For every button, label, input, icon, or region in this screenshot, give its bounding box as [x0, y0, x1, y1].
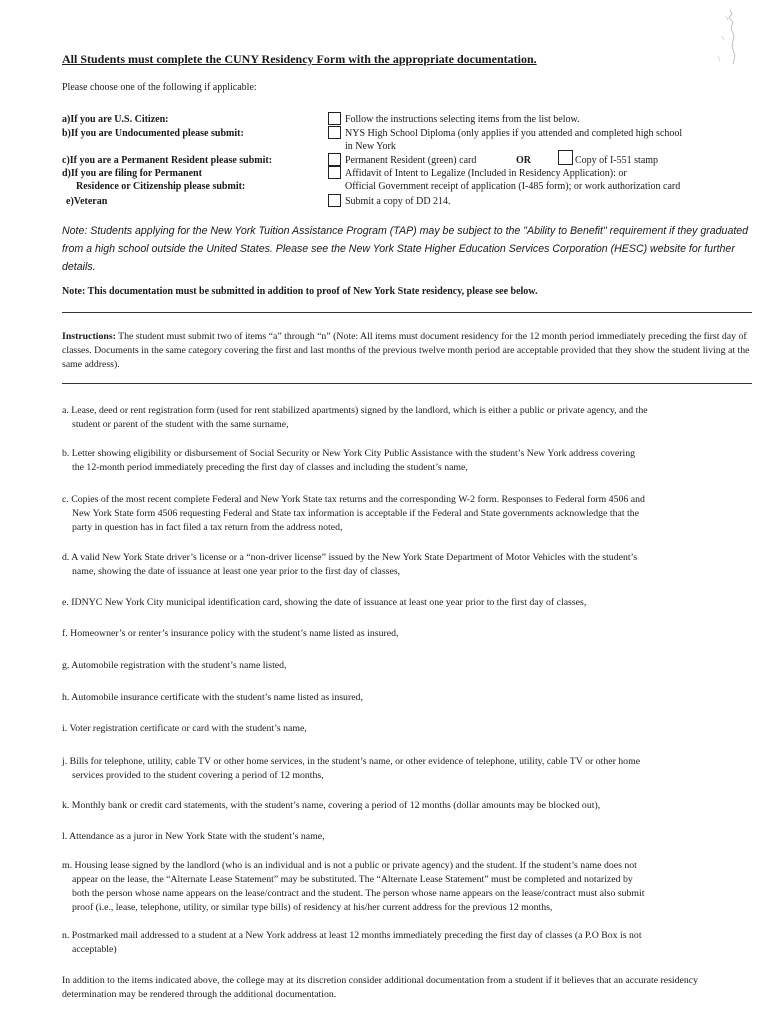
item-a-line1: a. Lease, deed or rent registration form (used for rent stabilized apartments) signed by the landlord, which is either a public or private agency, and the — [62, 405, 648, 416]
item-j — [62, 755, 752, 783]
residency-note: Note: This documentation must be submitted in addition to proof of New York State residency, please see below. — [62, 286, 538, 297]
instructions-label: Instructions: — [62, 331, 116, 342]
category-b-label: b)If you are Undocumented please submit: — [62, 128, 244, 139]
item-c-line2: New York State form 4506 requesting Federal and State tax information is acceptable if the Federal and State governments acknowledge that the — [72, 508, 639, 519]
category-d-label-cont: Residence or Citizenship please submit: — [76, 181, 246, 192]
item-a — [62, 404, 752, 432]
item-n-line1: n. Postmarked mail addressed to a student at a New York address at least 12 months immediately preceding the first day of classes (a P.O Box is not — [62, 930, 642, 941]
item-l-line1: l. Attendance as a juror in New York State with the student’s name, — [62, 831, 325, 842]
checkbox-citizen[interactable] — [328, 112, 341, 125]
item-i — [62, 722, 752, 736]
item-c-line1: c. Copies of the most recent complete Federal and New York State tax returns and the corresponding W-2 form. Responses to Federal form 4506 and — [62, 494, 645, 505]
or-label: OR — [516, 155, 531, 166]
item-d-line2: name, showing the date of issuance at least one year prior to the first day of classes, — [72, 566, 401, 577]
item-c-line3: party in question has in fact filed a tax return from the address noted, — [72, 522, 343, 533]
instructions-block — [62, 330, 752, 372]
item-g-line1: g. Automobile registration with the student’s name listed, — [62, 660, 287, 671]
instructions-text: The student must submit two of items “a” through “n” (Note: All items must document residency for the 12 month period immediately preceding the first day of classes. Documents in the same category covering the first and last months of the previous twelve month period are acceptable provided that they show the student living at the same address). — [62, 331, 750, 370]
item-b-line2: the 12-month period immediately preceding the first day of classes and including the student’s name, — [72, 462, 468, 473]
category-c-label: c)If you are a Permanent Resident please submit: — [62, 155, 273, 166]
item-m-line2: appear on the lease, the “Alternate Lease Statement” may be substituted. The “Alternate Lease Statement” must be completed and notarized by — [72, 874, 633, 885]
item-g — [62, 659, 752, 673]
option-hs-diploma-text: NYS High School Diploma (only applies if you attended and completed high school — [345, 128, 683, 139]
checkbox-dd214[interactable] — [328, 194, 341, 207]
page-title: All Students must complete the CUNY Residency Form with the appropriate documentation. — [62, 52, 537, 66]
item-k-line1: k. Monthly bank or credit card statements, with the student’s name, covering a period of 12 months (dollar amounts may be blocked out), — [62, 800, 601, 811]
item-h-line1: h. Automobile insurance certificate with the student’s name listed as insured, — [62, 692, 363, 703]
item-l — [62, 830, 752, 844]
item-m-line1: m. Housing lease signed by the landlord (who is an individual and is not a public or private agency) and the student. If the student’s name does not — [62, 860, 637, 871]
item-b — [62, 447, 752, 475]
tap-note: Note: Students applying for the New York Tuition Assistance Program (TAP) may be subject to the "Ability to Benefit" requirement if they graduated from a high school outside the United States. Please see the New York State Higher Education Services Corporation (HESC) website for further details. — [62, 225, 749, 273]
item-m — [62, 859, 752, 915]
item-j-line2: services provided to the student covering a period of 12 months, — [72, 770, 324, 781]
scan-mark-graphic — [708, 6, 742, 76]
item-c — [62, 493, 752, 535]
checkbox-green-card[interactable] — [328, 153, 341, 166]
item-n-line2: acceptable) — [72, 944, 117, 955]
footer-text: In addition to the items indicated above, the college may at its discretion consider additional documentation from a student if it believes that an accurate residency determination may be rendered through the additional documentation. — [62, 975, 699, 1000]
category-e-label: e)Veteran — [66, 196, 108, 207]
item-k — [62, 799, 752, 813]
item-m-line4: proof (i.e., lease, telephone, utility, or similar type bills) of residency at his/her current address for the previous 12 months, — [72, 902, 553, 913]
option-i551-text: Copy of I-551 stamp — [575, 155, 659, 166]
option-hs-diploma-cont: in New York — [345, 141, 396, 152]
item-b-line1: b. Letter showing eligibility or disbursement of Social Security or New York City Public Assistance with the student’s New York address covering — [62, 448, 636, 459]
option-green-card-text: Permanent Resident (green) card — [345, 155, 477, 166]
item-i-line1: i. Voter registration certificate or card with the student’s name, — [62, 723, 307, 734]
item-j-line1: j. Bills for telephone, utility, cable TV or other home services, in the student’s name, or other evidence of telephone, utility, cable TV or other home — [62, 756, 641, 767]
category-a-label: a)If you are U.S. Citizen: — [62, 114, 169, 125]
divider-top — [62, 312, 752, 313]
item-f-line1: f. Homeowner’s or renter’s insurance policy with the student’s name listed as insured, — [62, 628, 399, 639]
option-citizen-text: Follow the instructions selecting items from the list below. — [345, 114, 580, 125]
intro-text: Please choose one of the following if applicable: — [62, 82, 257, 93]
item-d — [62, 551, 752, 579]
item-e-line1: e. IDNYC New York City municipal identification card, showing the date of issuance at least one year prior to the first day of classes, — [62, 597, 587, 608]
item-m-line3: both the person whose name appears on the lease/contract and the student. The person whose name appears on the lease/contract must also submit — [72, 888, 645, 899]
item-f — [62, 627, 752, 641]
checkbox-i551-stamp[interactable] — [558, 150, 573, 165]
item-n — [62, 929, 752, 957]
item-e — [62, 596, 752, 610]
item-h — [62, 691, 752, 705]
option-dd214-text: Submit a copy of DD 214. — [345, 196, 451, 207]
item-a-line2: student or parent of the student with the same surname, — [72, 419, 289, 430]
option-affidavit-text: Affidavit of Intent to Legalize (Included in Residency Application): or — [345, 168, 627, 179]
category-d-label: d)If you are filing for Permanent — [62, 168, 202, 179]
checkbox-affidavit[interactable] — [328, 166, 341, 179]
divider-bottom — [62, 383, 752, 384]
item-d-line1: d. A valid New York State driver’s license or a “non-driver license” issued by the New York State Department of Motor Vehicles with the student’s — [62, 552, 638, 563]
option-affidavit-cont: Official Government receipt of application (I-485 form); or work authorization card — [345, 181, 681, 192]
checkbox-hs-diploma[interactable] — [328, 126, 341, 139]
